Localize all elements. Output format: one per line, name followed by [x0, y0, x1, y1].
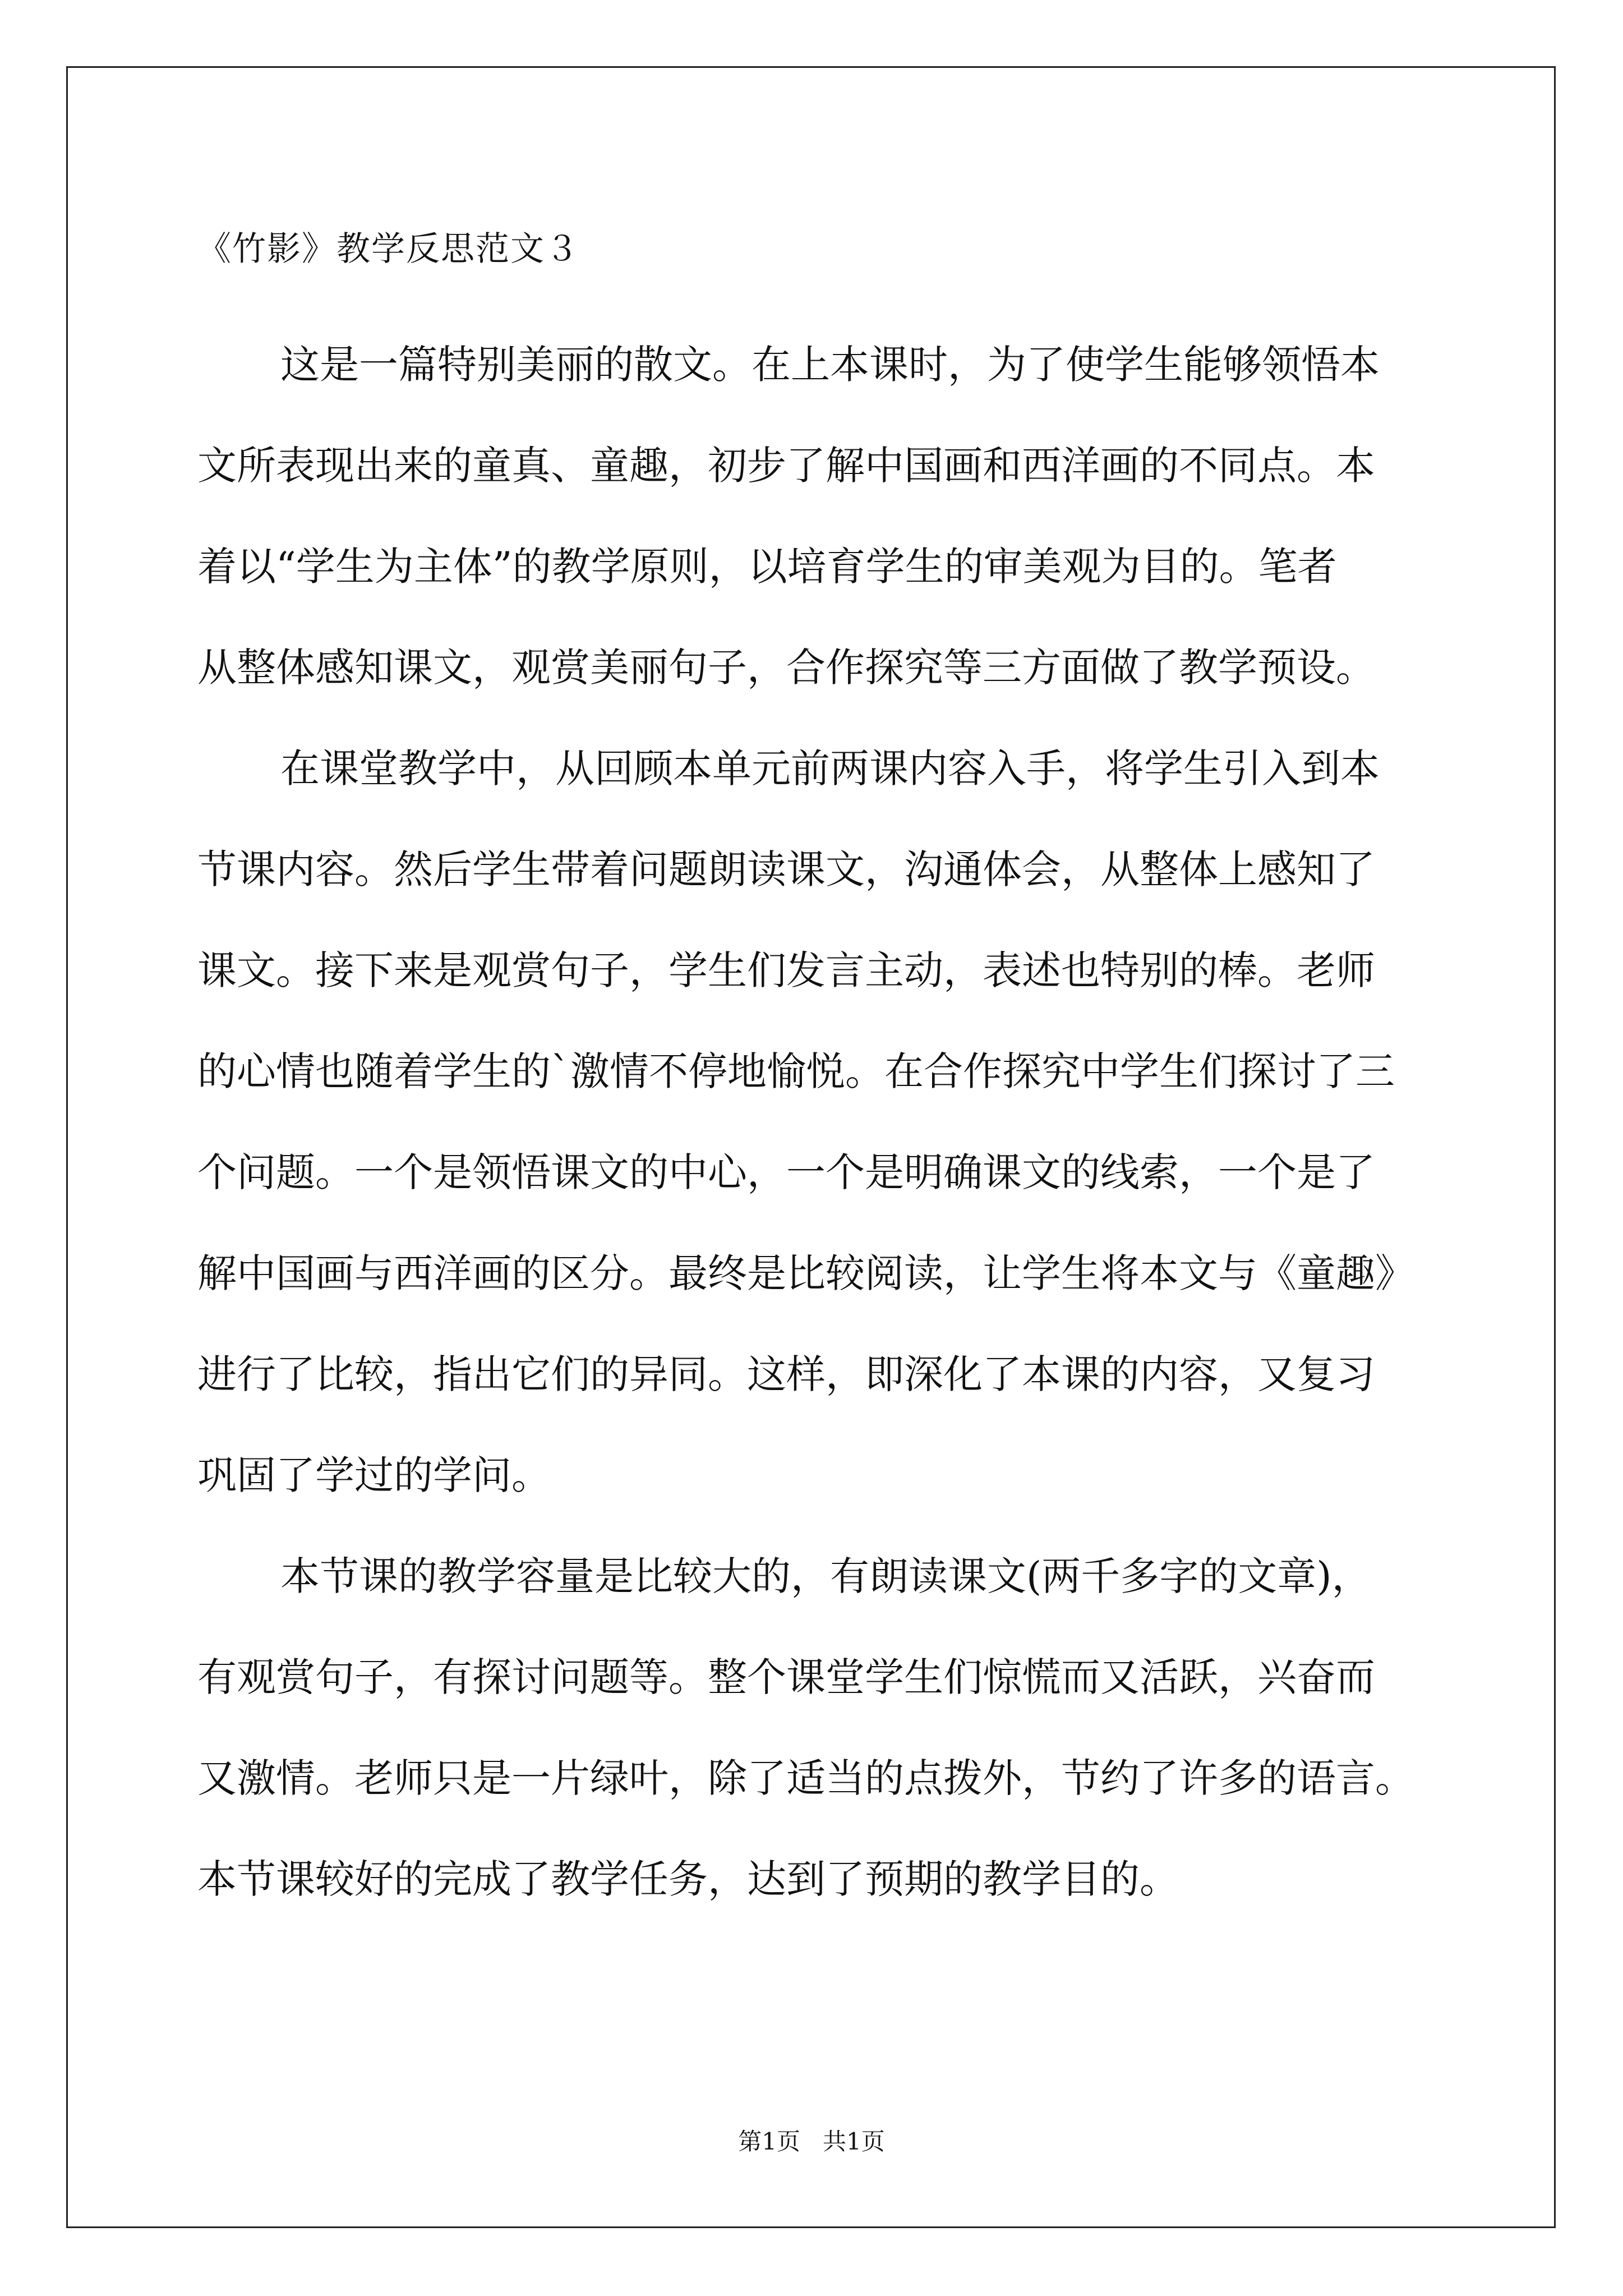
- text-line: 解中国画与西洋画的区分。最终是比较阅读，让学生将本文与《童趣》: [197, 1250, 1414, 1296]
- page-total: 共1页: [823, 2128, 885, 2155]
- text-line: 课文。接下来是观赏句子，学生们发言主动，表述也特别的棒。老师: [197, 947, 1375, 993]
- text-line: 在课堂教学中，从回顾本单元前两课内容入手，将学生引入到本: [280, 746, 1380, 792]
- text-line: 从整体感知课文，观赏美丽句子，合作探究等三方面做了教学预设。: [197, 645, 1375, 691]
- text-line: 本节课的教学容量是比较大的，有朗读课文(两千多字的文章)，: [280, 1553, 1371, 1599]
- text-line: 巩固了学过的学问。: [197, 1452, 551, 1498]
- text-line: 文所表现出来的童真、童趣，初步了解中国画和西洋画的不同点。本: [197, 443, 1375, 489]
- text-line: 的心情也随着学生的`激情不停地愉悦。在合作探究中学生们探讨了三: [197, 1048, 1395, 1094]
- text-line: 个问题。一个是领悟课文的中心，一个是明确课文的线索，一个是了: [197, 1149, 1375, 1195]
- text-line: 节课内容。然后学生带着问题朗读课文，沟通体会，从整体上感知了: [197, 846, 1375, 892]
- text-line: 有观赏句子，有探讨问题等。整个课堂学生们惊慌而又活跃，兴奋而: [197, 1654, 1375, 1700]
- page-number: 第1页: [738, 2128, 800, 2155]
- text-line: 本节课较好的完成了教学任务，达到了预期的教学目的。: [197, 1856, 1179, 1902]
- page-footer: [0, 2126, 1623, 2157]
- text-line: 这是一篇特别美丽的散文。在上本课时，为了使学生能够领悟本: [280, 342, 1380, 388]
- text-line: 进行了比较，指出它们的异同。这样，即深化了本课的内容，又复习: [197, 1351, 1375, 1397]
- text-line: 着以“学生为主体”的教学原则，以培育学生的审美观为目的。笔者: [197, 544, 1337, 590]
- footer-gap: [800, 2128, 823, 2155]
- text-line: 又激情。老师只是一片绿叶，除了适当的点拨外，节约了许多的语言。: [197, 1755, 1414, 1801]
- document-title: 《竹影》教学反思范文３: [197, 229, 580, 269]
